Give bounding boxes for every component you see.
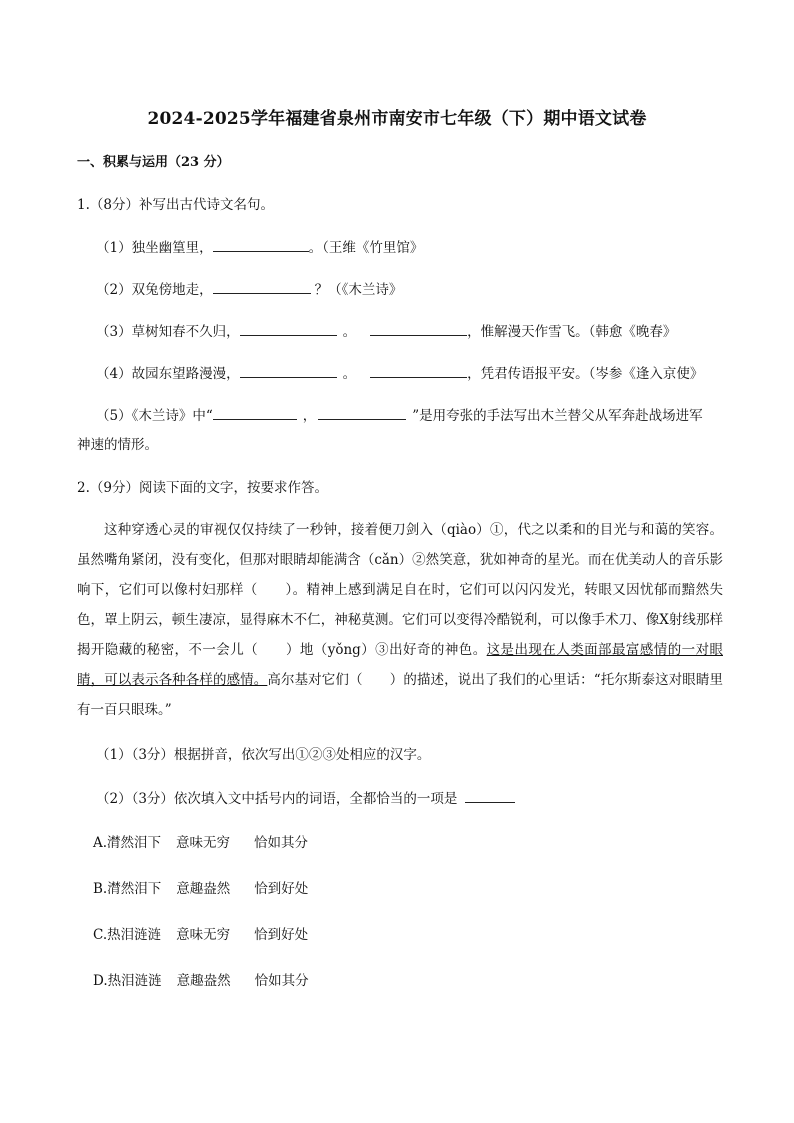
passage-text: 高尔基对它们（ ）的描述，说出了我们的心里话：“托尔斯泰这对眼睛里有一百只眼珠。”: [77, 672, 724, 718]
question-2-stem: 2.（9分）阅读下面的文字，按要求作答。: [77, 480, 328, 496]
passage-text: 这种穿透心灵的审视仅仅持续了一秒钟，接着便刀剑入（qiào）①，代之以柔和的目光与和蔼的笑容。虽然嘴角紧闭，没有变化，但那对眼睛却能满含（cǎn）②然笑意，犹如神奇的星光。而在优美动人的音乐影响下，它们可以像村妇那样（ ）。精神上感到满足自在时，它们可以闪闪发光，转眼又因忧郁而黯然失色，罩上阴云，顿生凄凉，显得麻木不仁，神秘莫测。它们可以变得冷酷锐利，可以像手术刀、像X射线那样揭开隐藏的秘密，不一会儿（ ）地（yǒng）③出好奇的神色。: [77, 522, 724, 658]
option-letter: A.: [93, 835, 108, 851]
section-heading: 一、积累与运用（23 分）: [77, 155, 230, 170]
option-c[interactable]: [93, 925, 308, 945]
answer-blank[interactable]: [370, 363, 467, 378]
question-1-item-5: [96, 405, 703, 426]
question-2-sub-2: [96, 788, 515, 809]
question-1-item-1: [96, 237, 423, 258]
answer-blank[interactable]: [213, 405, 297, 420]
reading-passage: [77, 515, 723, 725]
page-title: 2024-2025学年福建省泉州市南安市七年级（下）期中语文试卷: [147, 109, 647, 129]
answer-blank[interactable]: [318, 405, 406, 420]
question-1-item-5-continued: 神速的情形。: [77, 437, 158, 453]
answer-blank[interactable]: [213, 279, 311, 294]
option-word: 热泪涟涟: [107, 927, 162, 943]
item-text: ”是用夸张的手法写出木兰替父从军奔赴战场进军: [412, 408, 703, 424]
option-word: 意味无穷: [176, 927, 231, 943]
answer-blank[interactable]: [213, 237, 309, 252]
option-word: 恰如其分: [254, 835, 309, 851]
item-text: （4）故园东望路漫漫，: [96, 366, 240, 382]
option-word: 热泪涟涟: [107, 973, 162, 989]
item-text: ，惟解漫天作雪飞。（韩愈《晚春》: [467, 324, 677, 340]
answer-blank[interactable]: [465, 788, 515, 803]
option-letter: D.: [93, 973, 108, 989]
question-1-item-4: [96, 363, 703, 384]
question-1-item-2: [96, 279, 402, 300]
item-text: （3）草树知春不久归，: [96, 324, 240, 340]
item-text: （1）独坐幽篁里，: [96, 240, 213, 256]
option-letter: B.: [93, 881, 108, 897]
answer-blank[interactable]: [370, 321, 467, 336]
option-word: 恰到好处: [254, 927, 309, 943]
option-word: 意趣盎然: [176, 973, 231, 989]
item-text: ，凭君传语报平安。（岑参《逢入京使》: [467, 366, 704, 382]
option-word: 潸然泪下: [107, 881, 162, 897]
item-text: （5）《木兰诗》中“: [96, 408, 213, 424]
option-a[interactable]: [93, 833, 308, 853]
item-text: 。: [342, 324, 357, 340]
answer-blank[interactable]: [240, 363, 337, 378]
underlined-sentence: 这是出现在人类面部最富感情的一对眼睛，可以表示各种各样的感情。: [77, 642, 723, 688]
item-text: （2）双兔傍地走，: [96, 282, 213, 298]
item-text: 。: [342, 366, 357, 382]
option-b[interactable]: [93, 879, 308, 899]
answer-blank[interactable]: [240, 321, 337, 336]
option-word: 恰如其分: [254, 973, 309, 989]
question-1-stem: 1.（8分）补写出古代诗文名句。: [77, 197, 274, 213]
option-word: 恰到好处: [254, 881, 309, 897]
option-word: 意味无穷: [176, 835, 231, 851]
item-text: ，: [302, 408, 317, 424]
option-word: 潸然泪下: [107, 835, 162, 851]
item-text: （2）（3分）依次填入文中括号内的词语，全都恰当的一项是: [96, 791, 458, 807]
item-text: 。（王维《竹里馆》: [308, 240, 424, 256]
option-word: 意趣盎然: [176, 881, 231, 897]
question-1-item-3: [96, 321, 676, 342]
item-text: ？（《木兰诗》: [314, 282, 403, 298]
option-d[interactable]: [93, 971, 309, 991]
question-2-sub-1: （1）（3分）根据拼音，依次写出①②③处相应的汉字。: [96, 747, 431, 763]
option-letter: C.: [93, 927, 108, 943]
